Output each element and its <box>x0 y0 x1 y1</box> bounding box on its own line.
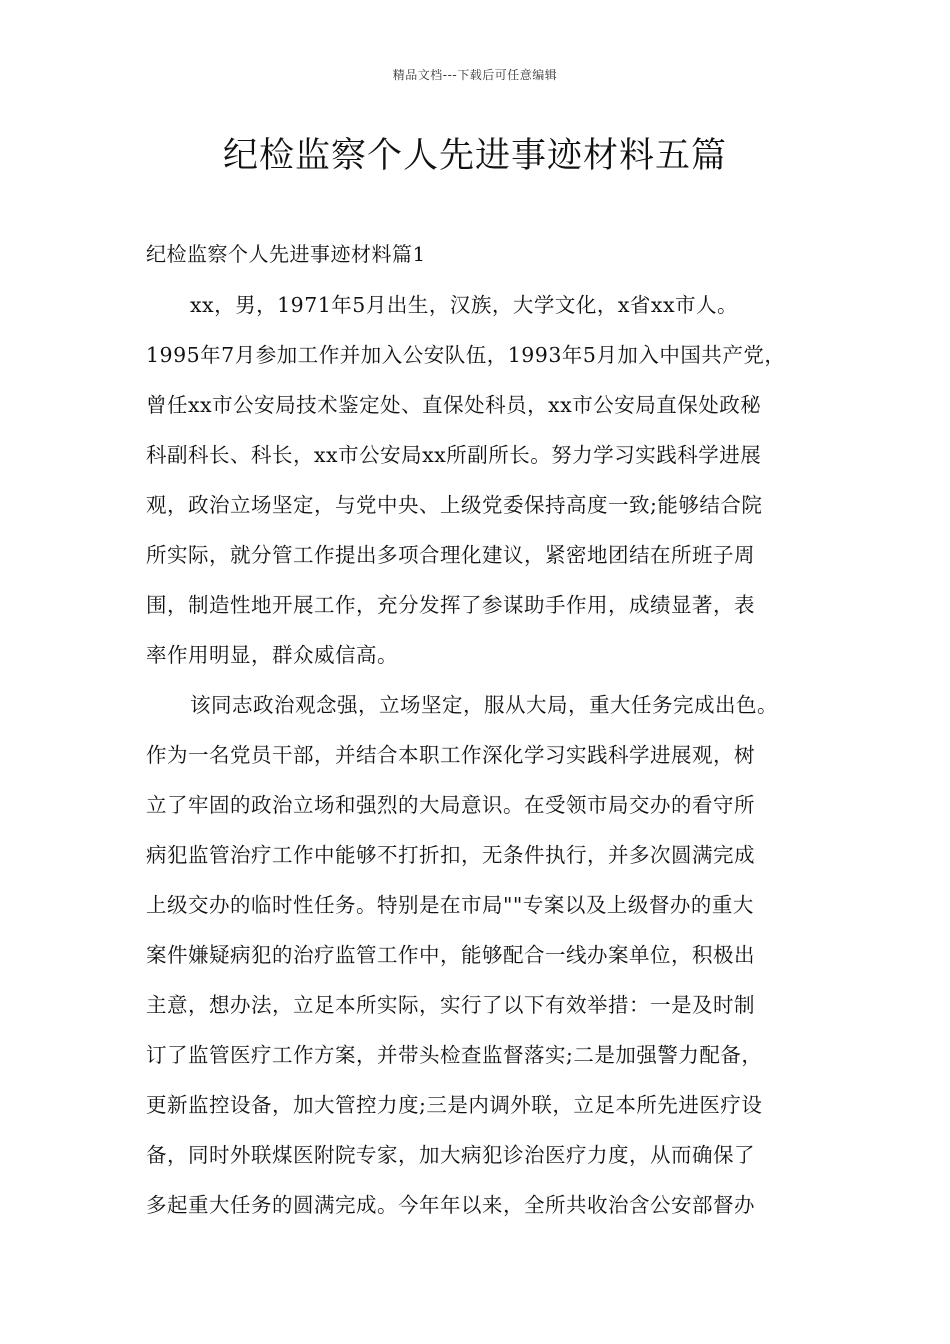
text-line: 更新监控设备，加大管控力度;三是内调外联，立足本所先进医疗设 <box>146 1093 763 1117</box>
text-line: 曾任xx市公安局技术鉴定处、直保处科员，xx市公安局直保处政秘 <box>146 393 762 417</box>
text-line: 该同志政治观念强，立场坚定，服从大局，重大任务完成出色。 <box>190 693 778 717</box>
text-line: 主意，想办法，立足本所实际，实行了以下有效举措：一是及时制 <box>146 993 755 1017</box>
text-line: 多起重大任务的圆满完成。今年年以来，全所共收治含公安部督办 <box>146 1193 755 1217</box>
text-line: 作为一名党员干部，并结合本职工作深化学习实践科学进展观，树 <box>146 743 755 767</box>
section-heading: 纪检监察个人先进事迹材料篇1 <box>146 242 426 266</box>
text-line: 上级交办的临时性任务。特别是在市局""专案以及上级督办的重大 <box>146 893 754 917</box>
text-line: 围，制造性地开展工作，充分发挥了参谋助手作用，成绩显著，表 <box>146 593 755 617</box>
text-line: xx，男，1971年5月出生，汉族，大学文化，x省xx市人。 <box>190 293 739 317</box>
text-line: 订了监管医疗工作方案，并带头检查监督落实;二是加强警力配备， <box>146 1043 763 1067</box>
text-line: 备，同时外联煤医附院专家，加大病犯诊治医疗力度，从而确保了 <box>146 1143 755 1167</box>
text-line: 案件嫌疑病犯的治疗监管工作中，能够配合一线办案单位，积极出 <box>146 943 755 967</box>
text-line: 科副科长、科长，xx市公安局xx所副所长。努力学习实践科学进展 <box>146 443 762 467</box>
paragraph-1 <box>146 280 830 680</box>
header-note: 精品文档---下载后可任意编辑 <box>392 68 558 82</box>
text-line: 率作用明显，群众威信高。 <box>146 643 398 667</box>
text-line: 病犯监管治疗工作中能够不打折扣，无条件执行，并多次圆满完成 <box>146 843 755 867</box>
text-line: 所实际，就分管工作提出多项合理化建议，紧密地团结在所班子周 <box>146 543 755 567</box>
body-text <box>146 280 830 1230</box>
text-line: 立了牢固的政治立场和强烈的大局意识。在受领市局交办的看守所 <box>146 793 755 817</box>
text-line: 观，政治立场坚定，与党中央、上级党委保持高度一致;能够结合院 <box>146 493 763 517</box>
document-title: 纪检监察个人先进事迹材料五篇 <box>222 136 727 176</box>
paragraph-2 <box>146 680 830 1230</box>
text-line: 1995年7月参加工作并加入公安队伍，1993年5月加入中国共产党， <box>146 343 786 367</box>
